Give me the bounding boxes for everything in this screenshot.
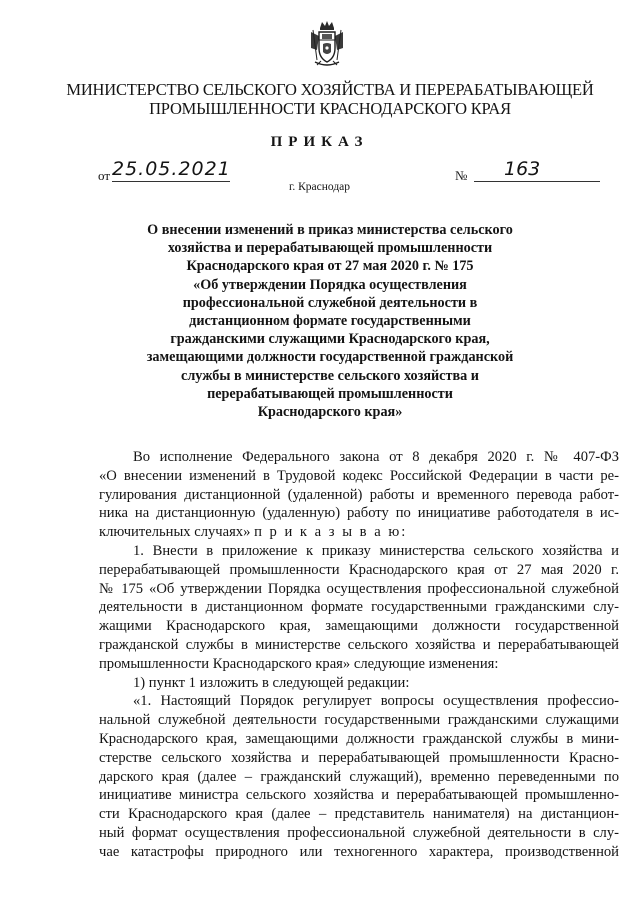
- subject-line: Краснодарского края»: [257, 404, 403, 421]
- body-line-text: ключительных случаях»: [99, 524, 251, 541]
- ministry-name: [40, 80, 620, 118]
- subject-line: О внесении изменений в приказ министерства сельского: [147, 222, 513, 238]
- handwritten-date: 25.05.2021: [112, 158, 231, 180]
- krasnodar-coat-of-arms-icon: [307, 20, 347, 70]
- body-line: деятельности в дистанционном формате государственными гражданскими слу-: [99, 599, 619, 616]
- body-line: 1) пункт 1 изложить в следующей редакции:: [133, 674, 410, 691]
- body-line: дарского края (далее – гражданский служащий), временно переведенными по: [99, 768, 619, 785]
- subject-line: Краснодарского края от 27 мая 2020 г. № 175: [186, 258, 474, 275]
- order-body: [99, 448, 619, 862]
- body-line: ный формат осуществления профессиональной служебной деятельности в слу-: [99, 824, 619, 841]
- body-line: 1. Внести в приложение к приказу министерства сельского хозяйства и: [133, 542, 619, 559]
- body-line-with-order-word: [99, 523, 619, 542]
- subject-line: «Об утверждении Порядка осуществления: [193, 276, 467, 293]
- body-line: Краснодарского края, замещающими должности гражданской службы в мини-: [99, 730, 619, 747]
- number-label: №: [455, 168, 468, 183]
- body-line: стерстве сельского хозяйства и перерабатывающей промышленности Красно-: [99, 749, 619, 766]
- order-verb: п р и к а з ы в а ю:: [254, 524, 408, 541]
- body-line: перерабатывающей промышленности Краснодарского края от 27 мая 2020 г.: [99, 561, 619, 578]
- body-line: гулирования дистанционной (удаленной) работы и временного перевода работ-: [99, 486, 619, 503]
- subject-line: профессиональной служебной деятельности в: [182, 294, 478, 311]
- body-line: гражданской службы в министерстве сельского хозяйства и перерабатывающей: [99, 636, 619, 653]
- date-label: от: [98, 168, 111, 183]
- body-line: ника на дистанционную (удаленную) работу по инициативе работодателя в ис-: [99, 505, 619, 522]
- body-line: «О внесении изменений в Трудовой кодекс Российской Федерации в части ре-: [99, 467, 619, 484]
- subject-line: замещающими должности государственной гражданской: [146, 349, 514, 366]
- document-type-title: ПРИКАЗ: [270, 134, 369, 150]
- order-subject: [130, 221, 530, 421]
- body-line: «1. Настоящий Порядок регулирует вопросы осуществления профессио-: [133, 693, 619, 710]
- subject-line: перерабатывающей промышленности: [207, 385, 453, 402]
- body-line: жащими Краснодарского края, замещающими должности государственной: [99, 618, 619, 635]
- body-line: Во исполнение Федерального закона от 8 декабря 2020 г. № 407-ФЗ: [133, 449, 619, 465]
- body-line: промышленности Краснодарского края» следующие изменения:: [99, 655, 499, 672]
- body-line: инициативе министра сельского хозяйства и перерабатывающей промышленно-: [99, 787, 619, 804]
- body-line: чае катастрофы природного или техногенного характера, производственной: [99, 843, 619, 860]
- city-label: г. Краснодар: [288, 181, 351, 193]
- subject-line: гражданскими служащими Краснодарского края,: [170, 331, 490, 348]
- ministry-name-line-2: ПРОМЫШЛЕННОСТИ КРАСНОДАРСКОГО КРАЯ: [149, 99, 511, 118]
- subject-line: дистанционном формате государственными: [189, 313, 471, 330]
- ministry-name-line-1: МИНИСТЕРСТВО СЕЛЬСКОГО ХОЗЯЙСТВА И ПЕРЕРАБАТЫВАЮЩЕЙ: [66, 80, 594, 99]
- body-line: № 175 «Об утверждении Порядка осуществления профессиональной служебной: [99, 580, 619, 597]
- body-line: нальной служебной деятельности государственными гражданскими служащими: [99, 712, 619, 729]
- body-line: сти Краснодарского края (далее – представитель нанимателя) на дистанцион-: [99, 806, 619, 823]
- subject-line: хозяйства и перерабатывающей промышленности: [167, 240, 493, 257]
- handwritten-number: 163: [474, 158, 600, 182]
- subject-line: службы в министерстве сельского хозяйства и: [181, 367, 479, 384]
